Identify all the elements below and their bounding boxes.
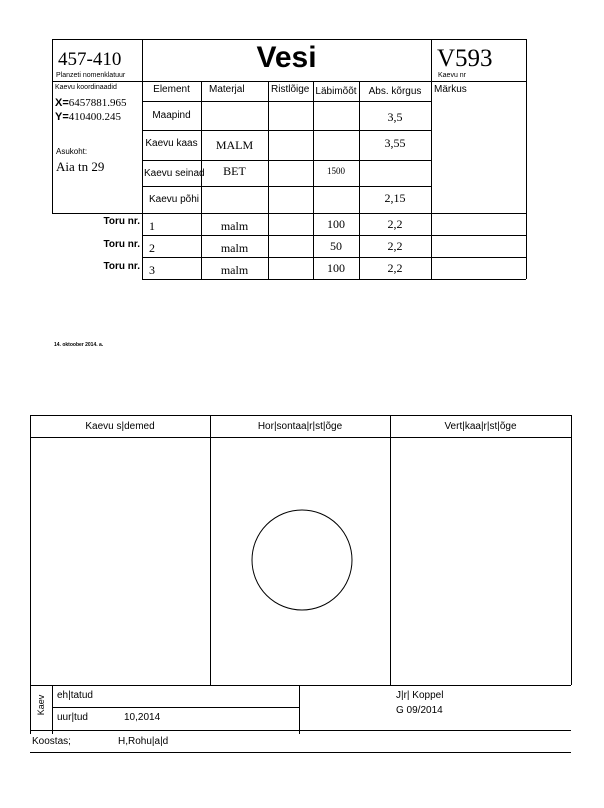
row-element: Kaevu kaas — [145, 138, 198, 149]
pipe-abs-height: 2,2 — [387, 239, 403, 253]
pipe-label: Toru nr. — [103, 239, 140, 250]
row-diameter: 1500 — [327, 166, 345, 176]
surveyor-code: G 09/2014 — [396, 705, 443, 716]
column-header-vertical-section: Vert|kaa|r|st|õge — [444, 421, 517, 432]
y-value: 410400.245 — [68, 111, 122, 123]
pipe-number: 1 — [149, 219, 155, 233]
x-value: 6457881.965 — [68, 97, 127, 109]
header-material: Materjal — [209, 84, 245, 95]
well-circle — [250, 508, 354, 612]
pipe-label: Toru nr. — [103, 261, 140, 272]
surveyed-label: uur|tud — [57, 712, 88, 723]
pipe-material: malm — [220, 241, 249, 255]
author-value: H,Rohu|a|d — [118, 736, 169, 747]
pipe-number: 2 — [149, 241, 155, 255]
row-abs-height: 2,15 — [384, 191, 406, 205]
header-abs-height: Abs. kõrgus — [368, 86, 422, 97]
surveyed-value: 10,2014 — [124, 712, 161, 723]
date-text: 14. oktoober 2014. a. — [54, 342, 104, 348]
location-value: Aia tn 29 — [56, 159, 105, 174]
pipe-abs-height: 2,2 — [387, 217, 403, 231]
author-label: Koostas; — [32, 736, 71, 747]
pipe-diameter: 100 — [327, 261, 345, 275]
row-material: BET — [223, 164, 246, 178]
row-element: Maapind — [152, 110, 191, 121]
well-id-caption: Kaevu nr — [438, 72, 467, 79]
row-material: MALM — [215, 138, 254, 152]
header-remarks: Märkus — [434, 84, 467, 95]
pipe-diameter: 100 — [327, 217, 345, 231]
x-coordinate — [55, 97, 127, 109]
well-id: V593 — [437, 45, 493, 72]
x-label: X= — [55, 97, 69, 109]
sheet-number: 457-410 — [58, 49, 122, 70]
page-title: Vesi — [256, 41, 317, 74]
pipe-diameter: 50 — [330, 239, 342, 253]
row-abs-height: 3,55 — [384, 136, 406, 150]
row-element: Kaevu põhi — [148, 194, 200, 205]
column-header-horizontal-section: Hor|sontaa|r|st|õge — [257, 421, 343, 432]
pipe-material: malm — [220, 263, 249, 277]
sheet-caption: Planzeti nomenklatuur — [56, 72, 126, 79]
built-label: eh|tatud — [57, 690, 93, 701]
row-element: Kaevu seinad — [144, 168, 205, 179]
pipe-abs-height: 2,2 — [387, 261, 403, 275]
header-element: Element — [153, 84, 190, 95]
y-coordinate — [55, 111, 121, 123]
pipe-material: malm — [220, 219, 249, 233]
y-label: Y= — [55, 111, 69, 123]
side-label: Kaev — [36, 694, 46, 716]
column-header-well-details: Kaevu s|demed — [85, 421, 155, 432]
surveyor-name: J|r| Koppel — [396, 690, 444, 701]
header-section: Ristlõige — [271, 84, 310, 95]
coordinates-caption: Kaevu koordinaadid — [55, 84, 117, 91]
header-diameter: Läbimõõt — [315, 86, 357, 97]
pipe-number: 3 — [149, 263, 155, 277]
pipe-label: Toru nr. — [103, 216, 140, 227]
row-abs-height: 3,5 — [387, 110, 403, 124]
location-caption: Asukoht: — [56, 147, 88, 156]
